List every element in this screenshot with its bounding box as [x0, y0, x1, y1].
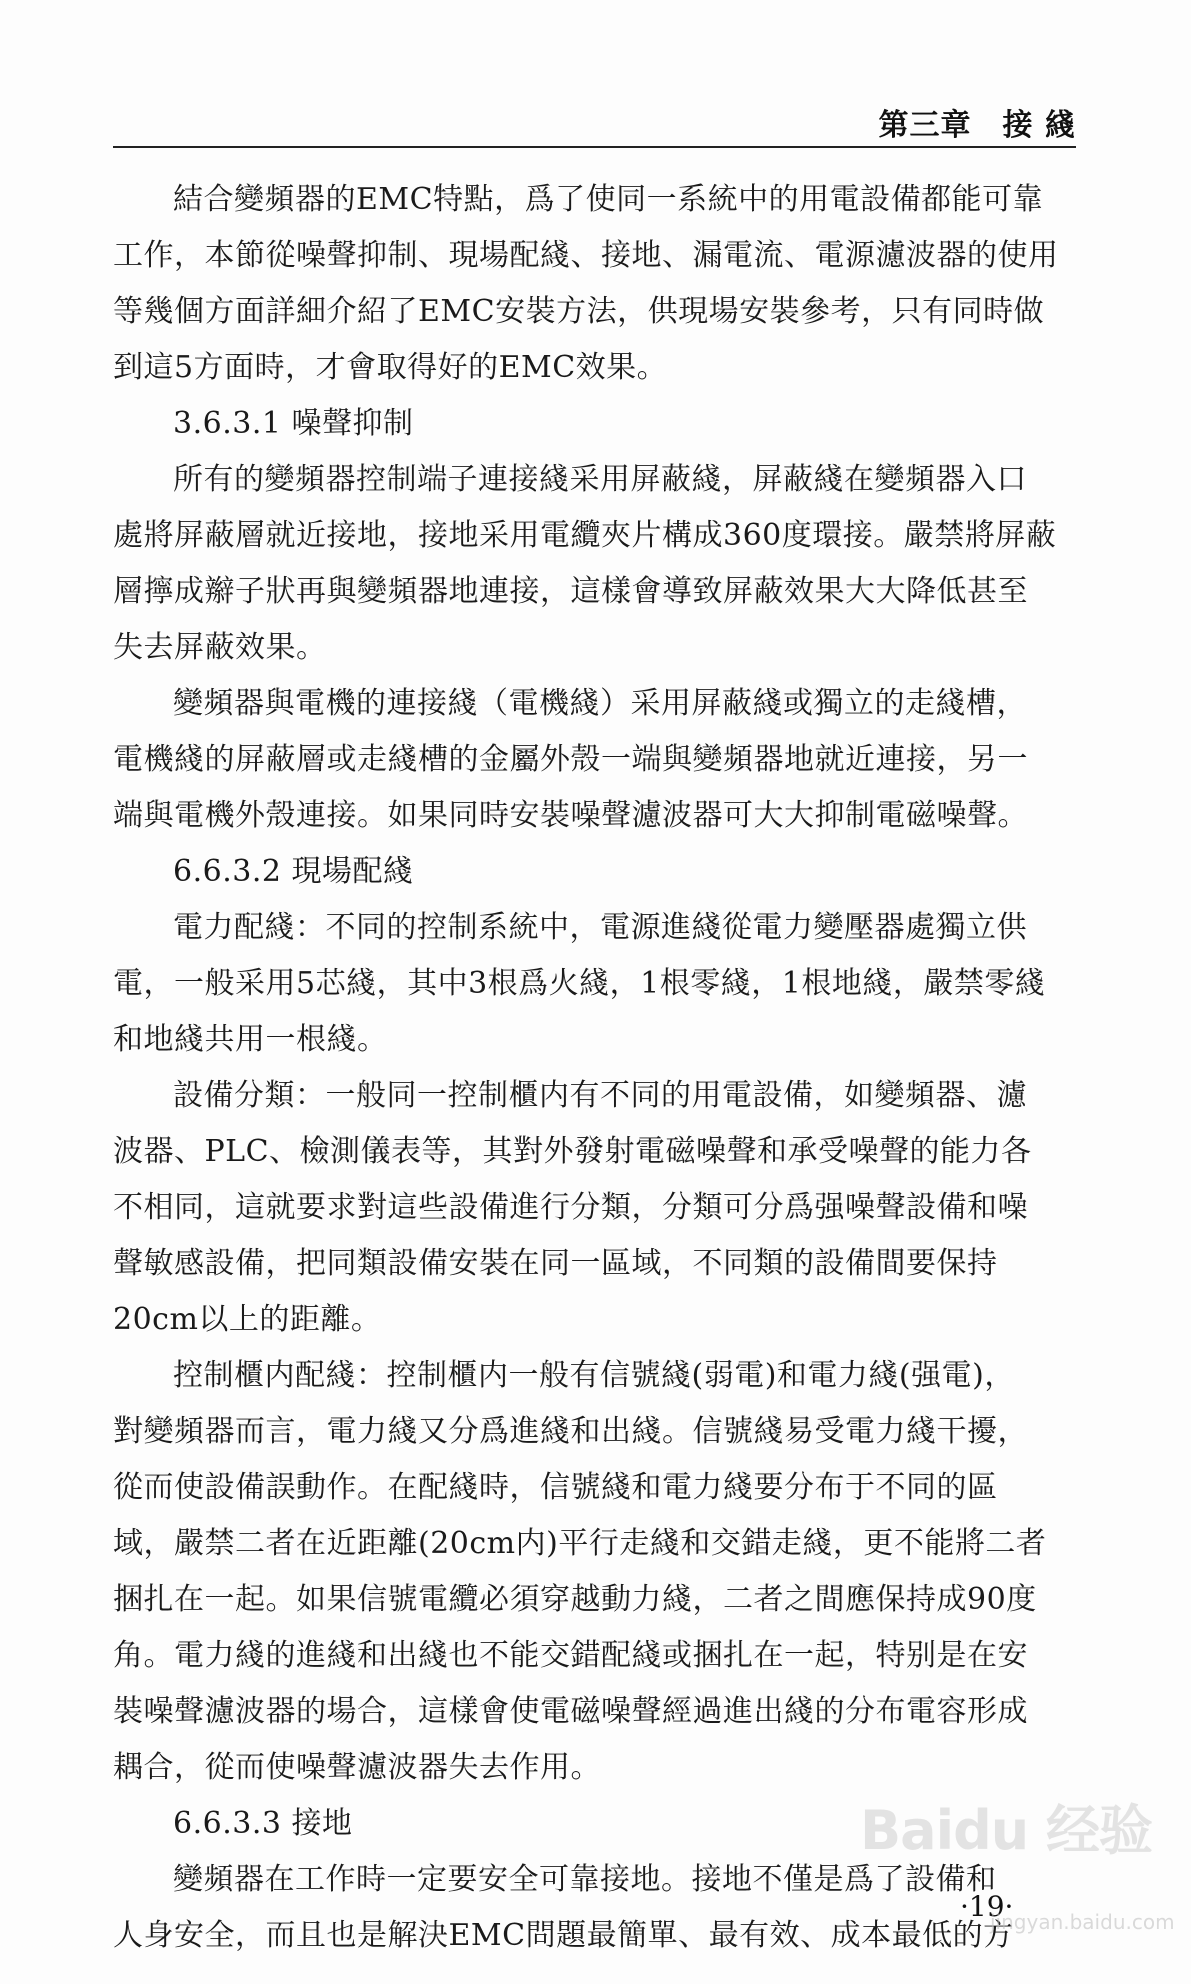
- text-line: 不相同，這就要求對這些設備進行分類，分類可分爲强噪聲設備和噪: [113, 1190, 1028, 1225]
- text-line: 波器、PLC、檢測儀表等，其對外發射電磁噪聲和承受噪聲的能力各: [113, 1134, 1032, 1169]
- watermark-brand: Baidu 经验: [860, 1799, 1153, 1862]
- text-line: 控制櫃内配綫：控制櫃内一般有信號綫(弱電)和電力綫(强電)，: [173, 1358, 1015, 1393]
- text-line: 變頻器在工作時一定要安全可靠接地。接地不僅是爲了設備和: [173, 1862, 997, 1897]
- text-line: 對變頻器而言，電力綫又分爲進綫和出綫。信號綫易受電力綫干擾，: [113, 1414, 1028, 1449]
- running-header: [113, 100, 1076, 148]
- text-line: 設備分類：一般同一控制櫃内有不同的用電設備，如變頻器、濾: [173, 1078, 1027, 1113]
- text-line: 端與電機外殼連接。如果同時安裝噪聲濾波器可大大抑制電磁噪聲。: [113, 798, 1028, 833]
- text-line: 電機綫的屏蔽層或走綫槽的金屬外殼一端與變頻器地就近連接，另一: [113, 742, 1028, 777]
- text-line: 等幾個方面詳細介紹了EMC安裝方法，供現場安裝參考，只有同時做: [113, 294, 1045, 329]
- text-line: 3.6.3.1 噪聲抑制: [173, 406, 414, 441]
- page-number: ·19·: [960, 1890, 1014, 1923]
- text-line: 到這5方面時，才會取得好的EMC效果。: [113, 350, 668, 385]
- text-line: 耦合，從而使噪聲濾波器失去作用。: [113, 1750, 601, 1785]
- watermark: [860, 1780, 1175, 1950]
- text-line: 電力配綫：不同的控制系統中，電源進綫從電力變壓器處獨立供: [173, 910, 1027, 945]
- text-line: 結合變頻器的EMC特點，爲了使同一系統中的用電設備都能可靠: [173, 182, 1044, 217]
- text-line: 裝噪聲濾波器的場合，這樣會使電磁噪聲經過進出綫的分布電容形成: [113, 1694, 1028, 1729]
- text-line: 從而使設備誤動作。在配綫時，信號綫和電力綫要分布于不同的區: [113, 1470, 998, 1505]
- text-line: 工作，本節從噪聲抑制、現場配綫、接地、漏電流、電源濾波器的使用: [113, 238, 1059, 273]
- text-line: 失去屏蔽效果。: [113, 630, 327, 665]
- text-line: 和地綫共用一根綫。: [113, 1022, 388, 1057]
- watermark-domain: jingyan.baidu.com: [990, 1910, 1175, 1934]
- text-line: 處將屏蔽層就近接地，接地采用電纜夾片構成360度環接。嚴禁將屏蔽: [113, 518, 1057, 553]
- text-line: 聲敏感設備，把同類設備安裝在同一區域，不同類的設備間要保持: [113, 1246, 998, 1281]
- text-line: 角。電力綫的進綫和出綫也不能交錯配綫或捆扎在一起，特别是在安: [113, 1638, 1028, 1673]
- text-line: 20cm以上的距離。: [113, 1302, 382, 1337]
- text-line: 域，嚴禁二者在近距離(20cm内)平行走綫和交錯走綫，更不能將二者: [113, 1526, 1047, 1561]
- text-line: 6.6.3.2 現場配綫: [173, 854, 414, 889]
- text-line: 電，一般采用5芯綫，其中3根爲火綫，1根零綫，1根地綫，嚴禁零綫: [113, 966, 1046, 1001]
- text-line: 6.6.3.3 接地: [173, 1806, 353, 1841]
- body-text: [113, 172, 1081, 1964]
- text-line: 變頻器與電機的連接綫（電機綫）采用屏蔽綫或獨立的走綫槽，: [173, 686, 1027, 721]
- text-line: 人身安全，而且也是解決EMC問題最簡單、最有效、成本最低的方: [113, 1918, 1014, 1953]
- text-line: 層擰成辮子狀再與變頻器地連接，這樣會導致屏蔽效果大大降低甚至: [113, 574, 1028, 609]
- text-line: 所有的變頻器控制端子連接綫采用屏蔽綫，屏蔽綫在變頻器入口: [173, 462, 1027, 497]
- text-line: 捆扎在一起。如果信號電纜必須穿越動力綫，二者之間應保持成90度: [113, 1582, 1037, 1617]
- chapter-title: 第三章 接 綫: [878, 108, 1076, 143]
